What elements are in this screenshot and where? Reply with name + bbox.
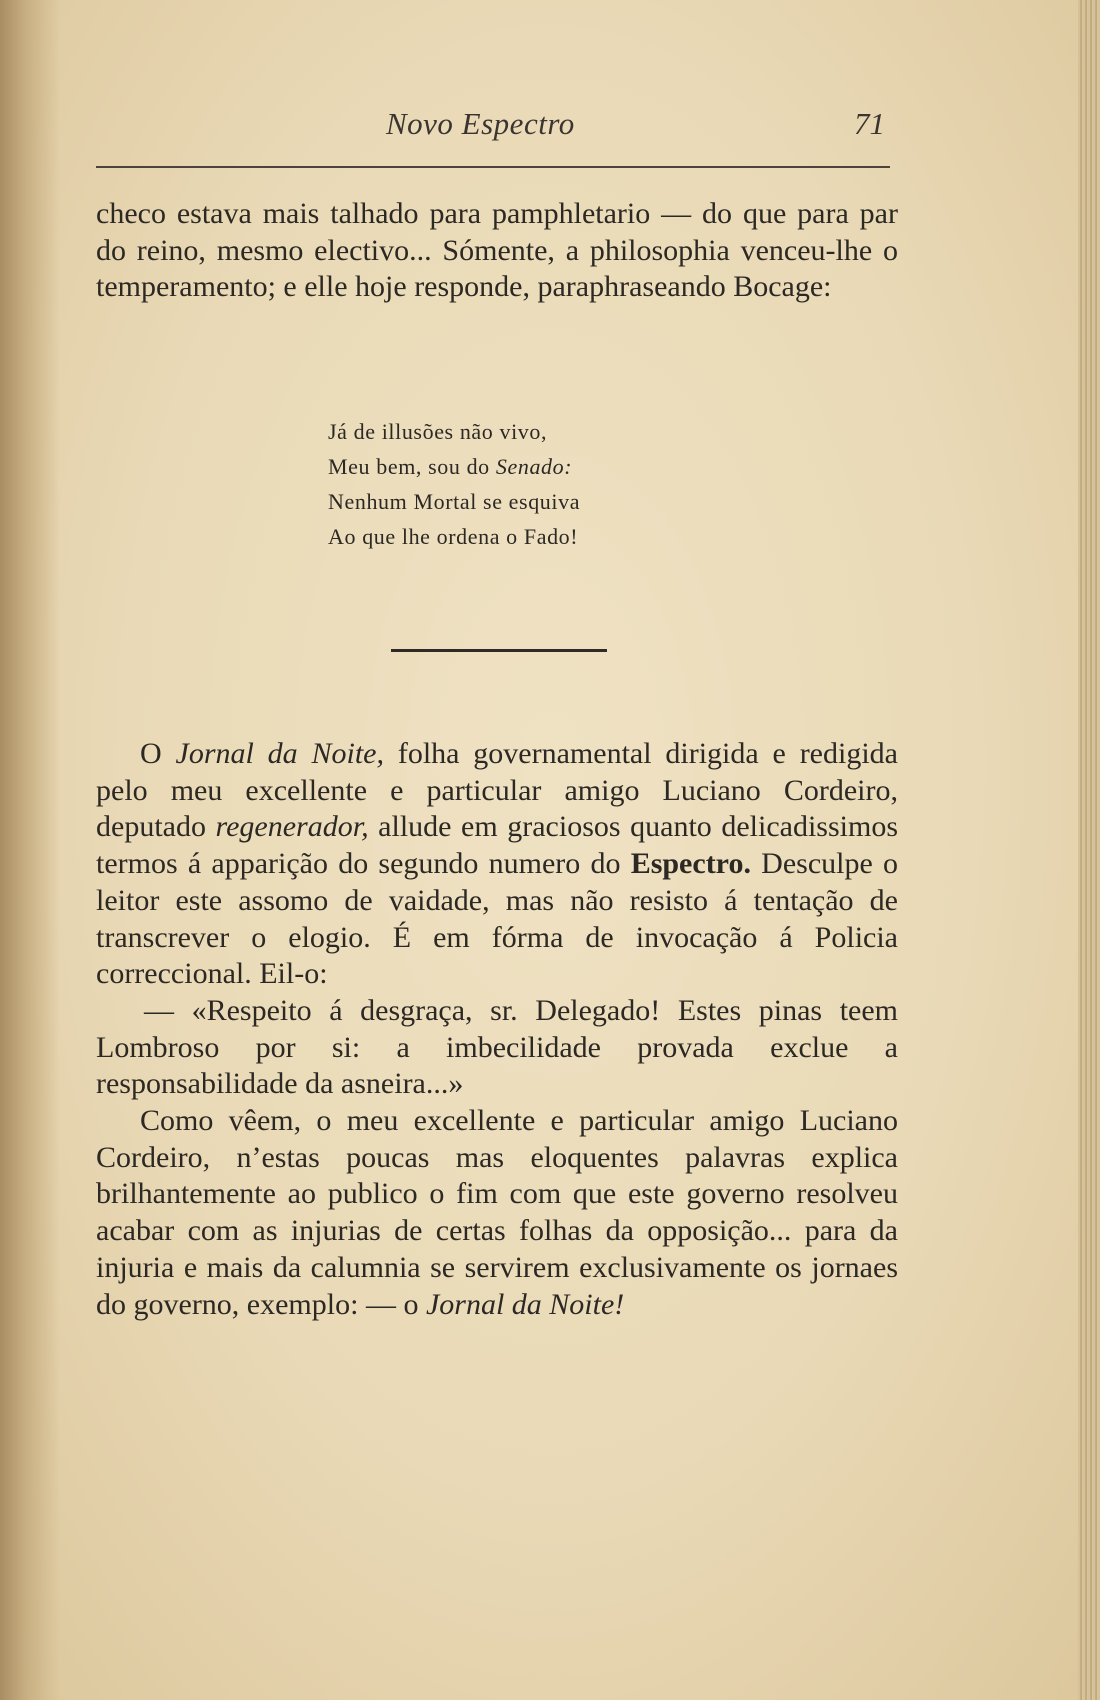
verse-line-3: Nenhum Mortal se esquiva bbox=[328, 489, 581, 514]
page-number: 71 bbox=[854, 106, 885, 141]
header-rule bbox=[96, 166, 890, 168]
verse-quote bbox=[328, 414, 580, 554]
paragraph-2 bbox=[96, 736, 898, 993]
verse-line-4: Ao que lhe ordena o Fado! bbox=[328, 524, 579, 549]
paragraph-3 bbox=[96, 1103, 898, 1323]
p2-regenerador: regenerador, bbox=[215, 810, 369, 844]
p2-jornal-title: Jornal da Noite, bbox=[175, 737, 384, 770]
paragraph-1-text: checo estava mais talhado para pamphletario — do que para par do reino, mesmo electivo... Sómente, a philosophia venceu-lhe o temperamento; e elle hoje responde, paraphraseando Bocage: bbox=[96, 197, 898, 304]
p2-t3: folha governamental dirigida e redigida pelo meu excellente e particular amigo Luciano Cordeiro, deputado bbox=[96, 737, 898, 844]
p2-t5: allude em graciosos quanto delicadissimos termos á apparição do segundo numero do bbox=[96, 810, 898, 881]
p3-t1: Como vêem, o meu excellente e particular amigo Luciano Cordeiro, n’estas poucas mas eloquentes palavras explica brilhantemente ao publico o fim com que este governo resolveu acabar com as injurias de certas folhas da opposição... para da injuria e mais da calumnia se servirem exclusivamente os jornaes do governo, exemplo: — o bbox=[96, 1104, 898, 1321]
p2-t1: O bbox=[140, 737, 176, 770]
running-title: Novo Espectro bbox=[386, 106, 575, 141]
body-section-2 bbox=[96, 736, 898, 1323]
verse-line-2-start: Meu bem, sou do bbox=[328, 454, 496, 479]
p2-espectro: Espectro. bbox=[630, 847, 751, 881]
quoted-remark: — «Respeito á desgraça, sr. Delegado! Estes pinas teem Lombroso por si: a imbecilidade provada exclue a responsabilidade da asneira...» bbox=[96, 993, 898, 1101]
verse-line-2-senado: Senado: bbox=[495, 454, 573, 479]
p3-jornal-title: Jornal da Noite! bbox=[425, 1287, 625, 1321]
p2-t7: Desculpe o leitor este assomo de vaidade, mas não resisto á tentação de transcrever o elogio. É em fórma de invocação á Policia correccional. Eil-o: bbox=[96, 847, 899, 991]
page-header bbox=[96, 106, 896, 146]
section-divider bbox=[391, 649, 607, 652]
page-edge bbox=[1078, 0, 1100, 1700]
page-gutter-shadow bbox=[0, 0, 60, 1700]
paragraph-1 bbox=[96, 196, 898, 306]
verse-line-1: Já de illusões não vivo, bbox=[328, 419, 548, 444]
verse-line-2 bbox=[328, 449, 580, 484]
